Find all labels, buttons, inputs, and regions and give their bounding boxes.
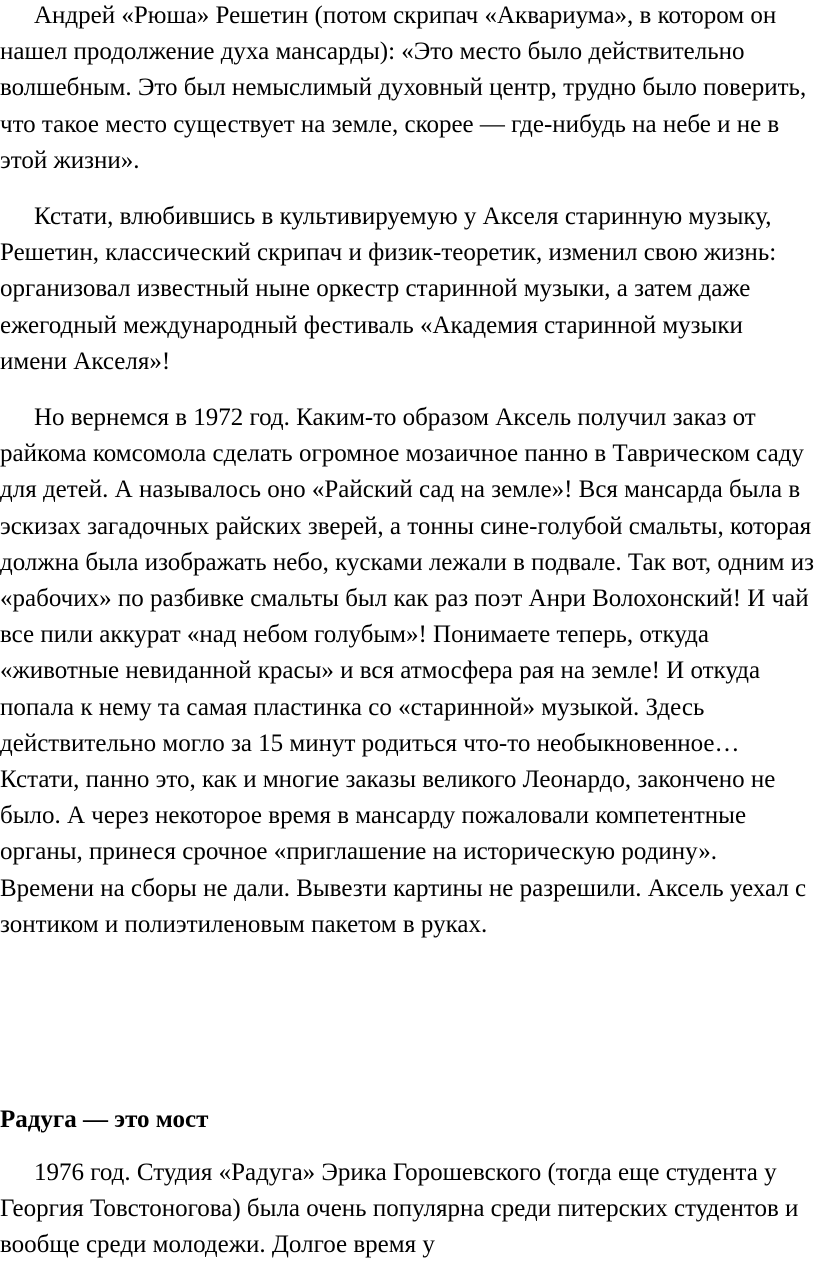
paragraph-raduga-studio: 1976 год. Студия «Радуга» Эрика Горошевского (тогда еще студента у Георгия Товстоногова) была очень популярна среди питерских студентов и вообще среди молодежи. Долгое время у xyxy=(0,1159,799,1259)
paragraph-mosaic-panel: Но вернемся в 1972 год. Каким-то образом Аксель получил заказ от райкома комсомола сделать огромное мозаичное панно в Таврическом саду для детей. А называлось оно «Райский сад на земле»! Вся мансарда была в эскизах загадочных райских зверей, а тонны сине-голубой смальты, которая должна была изображать небо, кусками лежали в подвале. Так вот, одним из «рабочих» по разбивке смальты был как раз поэт Анри Волохонский! И чай все пили аккурат «над небом голубым»! Понимаете теперь, откуда «животные невиданной красы» и вся атмосфера рая на земле! И откуда попала к нему та самая пластинка со «старинной» музыкой. Здесь действительно могло за 15 минут родиться что-то необыкновенное… Кстати, панно это, как и многие заказы великого Леонардо, закончено не было. А через некоторое время в мансарду пожаловали компетентные органы, принеся срочное «приглашение на историческую родину». Времени на сборы не дали. Вывезти картины не разрешили. Аксель уехал с зонтиком и полиэтиленовым пакетом в руках. xyxy=(0,404,814,938)
paragraph-early-music: Кстати, влюбившись в культивируемую у Акселя старинную музыку, Решетин, классический скрипач и физик-теоретик, изменил свою жизнь: организовал известный ныне оркестр старинной музыки, а затем даже ежегодный международный фестиваль «Академия старинной музыки имени Акселя»! xyxy=(0,203,777,375)
section-heading: Радуга — это мост xyxy=(0,1106,209,1133)
paragraph-reshetin-quote: Андрей «Рюша» Решетин (потом скрипач «Аквариума», в котором он нашел продолжение духа мансарды): «Это место было действительно волшебным. Это был немыслимый духовный центр, трудно было поверить, что такое место существует на земле, скорее — где-нибудь на небе и не в этой жизни». xyxy=(0,2,807,174)
